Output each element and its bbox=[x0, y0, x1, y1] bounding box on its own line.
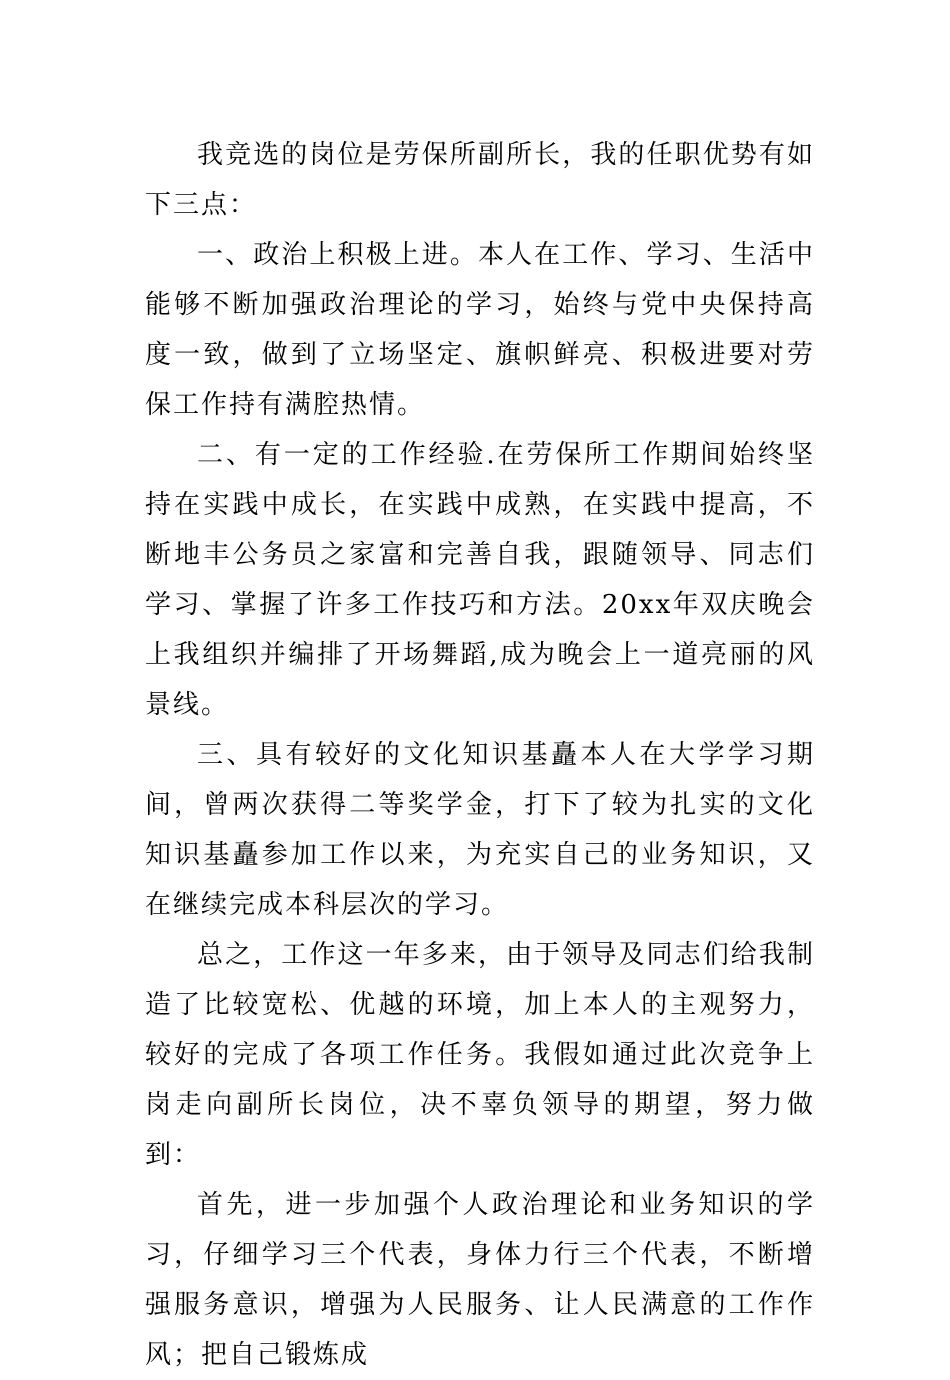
paragraph-summary: 总之，工作这一年多来，由于领导及同志们给我制造了比较宽松、优越的环境，加上本人的主观努力，较好的完成了各项工作任务。我假如通过此次竞争上岗走向副所长岗位，决不辜负领导的期望，努力做到： bbox=[145, 940, 815, 1170]
paragraph-point-two: 二、有一定的工作经验.在劳保所工作期间始终坚持在实践中成长，在实践中成熟，在实践中提高，不断地丰公务员之家富和完善自我，跟随领导、同志们学习、掌握了许多工作技巧和方法。20xx年双庆晚会上我组织并编排了开场舞蹈,成为晚会上一道亮丽的风景线。 bbox=[145, 440, 815, 720]
paragraph-first-commitment: 首先，进一步加强个人政治理论和业务知识的学习，仔细学习三个代表，身体力行三个代表，不断增强服务意识，增强为人民服务、让人民满意的工作作风；把自己锻炼成 bbox=[145, 1190, 815, 1370]
paragraph-point-one: 一、政治上积极上进。本人在工作、学习、生活中能够不断加强政治理论的学习，始终与党中央保持高度一致，做到了立场坚定、旗帜鲜亮、积极进要对劳保工作持有满腔热情。 bbox=[145, 240, 815, 420]
paragraph-point-three: 三、具有较好的文化知识基矗本人在大学学习期间，曾两次获得二等奖学金，打下了较为扎实的文化知识基矗参加工作以来，为充实自己的业务知识，又在继续完成本科层次的学习。 bbox=[145, 740, 815, 920]
paragraph-intro: 我竞选的岗位是劳保所副所长，我的任职优势有如下三点： bbox=[145, 140, 815, 220]
document-body bbox=[145, 130, 815, 1380]
